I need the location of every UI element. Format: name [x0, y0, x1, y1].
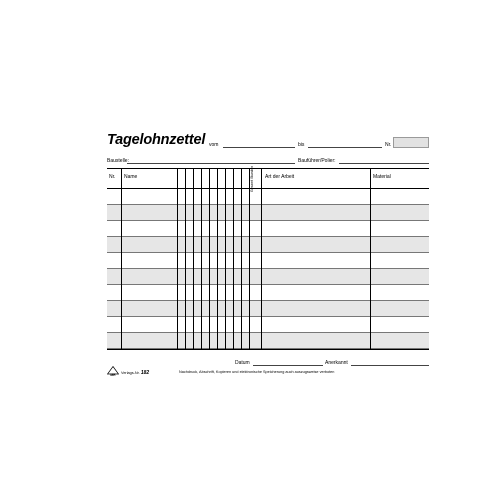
von-field[interactable] [223, 147, 295, 148]
col-stunden-header: Gesamt Stunden [250, 165, 255, 192]
baustelle-label: Baustelle: [107, 158, 129, 164]
verlag-number: Verlags-Nr. 182 [121, 370, 150, 376]
col-divider [241, 169, 242, 350]
col-divider [177, 169, 178, 350]
mr-logo-icon [107, 366, 119, 376]
baustelle-field[interactable] [127, 163, 295, 164]
table-row[interactable] [107, 205, 429, 221]
col-nr-header: Nr. [109, 174, 116, 180]
table-row[interactable] [107, 237, 429, 253]
anerkannt-field[interactable] [351, 365, 429, 366]
table-row[interactable] [107, 189, 429, 205]
table-row[interactable] [107, 317, 429, 333]
col-divider [233, 169, 234, 350]
table-rows [107, 189, 429, 349]
col-divider [201, 169, 202, 350]
nr-field[interactable] [393, 137, 429, 148]
bis-field[interactable] [308, 147, 382, 148]
table-row[interactable] [107, 285, 429, 301]
table-row[interactable] [107, 301, 429, 317]
copyright-notice: Nachdruck, Abschrift, Kopieren und elektronische Speicherung auch auszugsweise verboten [179, 370, 335, 374]
col-divider [370, 169, 371, 350]
von-label: vom [209, 142, 219, 148]
table-row[interactable] [107, 253, 429, 269]
bis-label: bis [298, 142, 305, 148]
hours-table [107, 165, 429, 349]
form-title: Tagelohnzettel [107, 132, 206, 148]
nr-label: Nr. [385, 142, 392, 148]
col-divider [193, 169, 194, 350]
table-bottom-rule [107, 349, 429, 350]
datum-field[interactable] [253, 365, 323, 366]
col-divider [249, 169, 250, 350]
table-row[interactable] [107, 221, 429, 237]
bauleiter-field[interactable] [339, 163, 429, 164]
table-row[interactable] [107, 333, 429, 349]
tagelohnzettel-form [107, 130, 429, 380]
bauleiter-label: Bauführer/Polier: [298, 158, 336, 164]
table-row[interactable] [107, 269, 429, 285]
col-material-header: Material [373, 174, 391, 180]
svg-text:MR: MR [110, 372, 116, 376]
col-name-header: Name [124, 174, 138, 180]
anerkannt-label: Anerkannt [325, 360, 348, 366]
col-divider [261, 169, 262, 350]
col-divider [185, 169, 186, 350]
table-header [107, 165, 429, 192]
col-divider [209, 169, 210, 350]
datum-label: Datum [235, 360, 250, 366]
col-divider [225, 169, 226, 350]
col-divider [217, 169, 218, 350]
col-art-header: Art der Arbeit [265, 174, 295, 180]
col-divider [121, 169, 122, 350]
